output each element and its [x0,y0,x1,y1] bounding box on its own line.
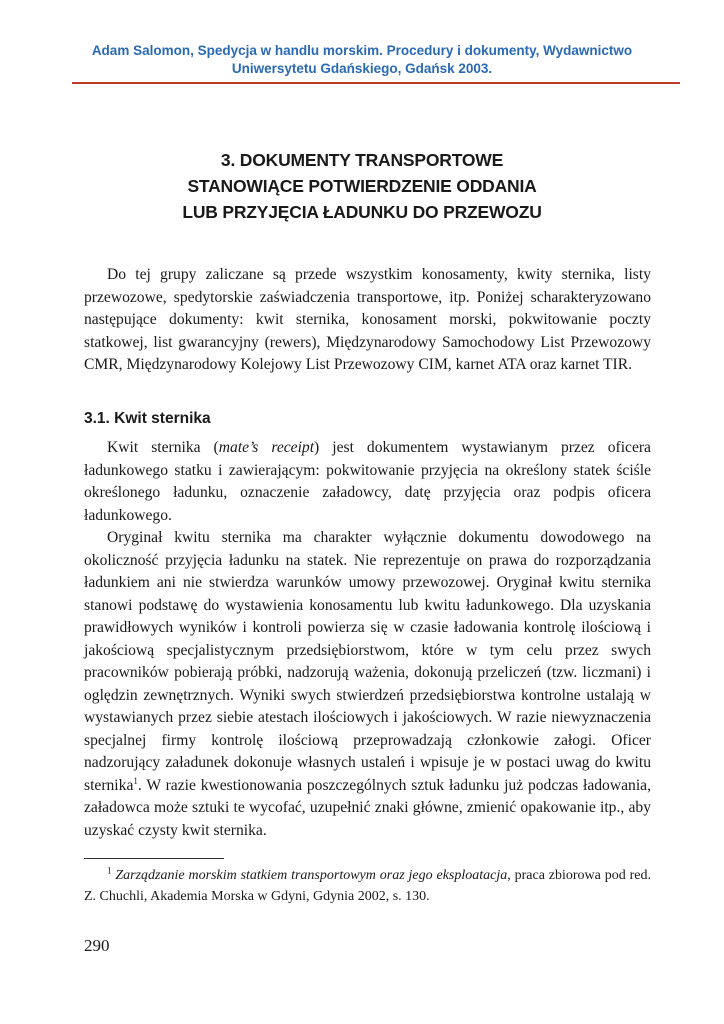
chapter-title-line-2: STANOWIĄCE POTWIERDZENIE ODDANIA [187,176,537,196]
footnote-ref[interactable]: 1 [133,775,138,786]
footnote-rule [84,858,224,859]
chapter-title [60,147,664,225]
p1-term: mate’s receipt [218,439,315,456]
footnote-text [84,865,651,907]
citation-header [60,42,664,78]
chapter-title-line-1: 3. DOKUMENTY TRANSPORTOWE [220,150,504,170]
p2-after: . W razie kwestionowania poszczególnych sztuk ładunku już podczas ładowania, załadowca może sztuki te wycofać, uzupełnić znaki główne, zmienić opakowanie itp., aby uzyskać czysty kwit sternika. [84,776,651,839]
footnote-title: Zarządzanie morskim statkiem transportowym oraz jego eksploatacja [115,868,508,883]
p1-after: ) jest dokumentem wystawianym przez oficera ładunkowego statku i zawierającym: pokwitowanie przyjęcia na określony statek ściśle określonego ładunku, oznaczenie załadowcy, datę przyjęcia oraz podpis oficera ładunkowego. [84,439,651,524]
p2-before: Oryginał kwitu sternika ma charakter wyłącznie dokumentu dowodowego na okoliczność przyjęcia ładunku na statek. Nie reprezentuje on prawa do rozporządzania ładunkiem ani nie stwierdza warunków umowy przewozowej. Oryginał kwitu sternika stanowi podstawę do wystawienia konosamentu lub kwitu ładunkowego. Dla uzyskania prawidłowych wyników i kontroli powierza się w czasie ładowania kontrolę ilościową i jakościową specjalistycznym przedsiębiorstwom, które w tym celu przez swych pracowników pobierają próbki, nadzorują ważenia, dokonują przeliczeń (tzw. liczmani) i oględzin zewnętrznych. Wyniki swych stwierdzeń przedsiębiorstwa kontrolne ustalają w wystawianych przez siebie atestach ilościowych i jakościowych. W razie niewyznaczenia specjalnej firmy kontrolę ilościową przeprowadzają członkowie załogi. Oficer nadzorujący załadunek dokonuje własnych ustaleń i wpisuje je w postaci uwag do kwitu sternika [84,529,651,794]
citation-line-2: Uniwersytetu Gdańskiego, Gdańsk 2003. [231,61,493,76]
page-number: 290 [84,936,110,955]
header-rule [72,82,680,84]
chapter-title-line-3: LUB PRZYJĘCIA ŁADUNKU DO PRZEWOZU [182,202,542,222]
section-heading: 3.1. Kwit sternika [84,410,211,427]
intro-paragraph: Do tej grupy zaliczane są przede wszystkim konosamenty, kwity sternika, listy przewozowe, spedytorskie zaświadczenia transportowe, itp. Poniżej scharakteryzowano następujące dokumenty: kwit sternika, konosament morski, pokwitowanie poczty statkowej, list gwarancyjny (rewers), Międzynarodowy Samochodowy List Przewozowy CMR, Międzynarodowy Kolejowy List Przewozowy CIM, karnet ATA oraz karnet TIR. [84,266,651,373]
footnote-rest: , praca zbiorowa pod red. Z. Chuchli, Akademia Morska w Gdyni, Gdynia 2002, s. 130. [84,868,651,904]
paragraph-2 [84,527,651,842]
intro-section [84,264,651,377]
footnote [84,865,651,907]
footnote-number: 1 [107,865,112,876]
citation-line-1: Adam Salomon, Spedycja w handlu morskim. Procedury i dokumenty, Wydawnictwo [91,43,633,58]
section-body [84,437,651,842]
paragraph-1 [84,437,651,527]
p1-before: Kwit sternika ( [107,439,219,456]
